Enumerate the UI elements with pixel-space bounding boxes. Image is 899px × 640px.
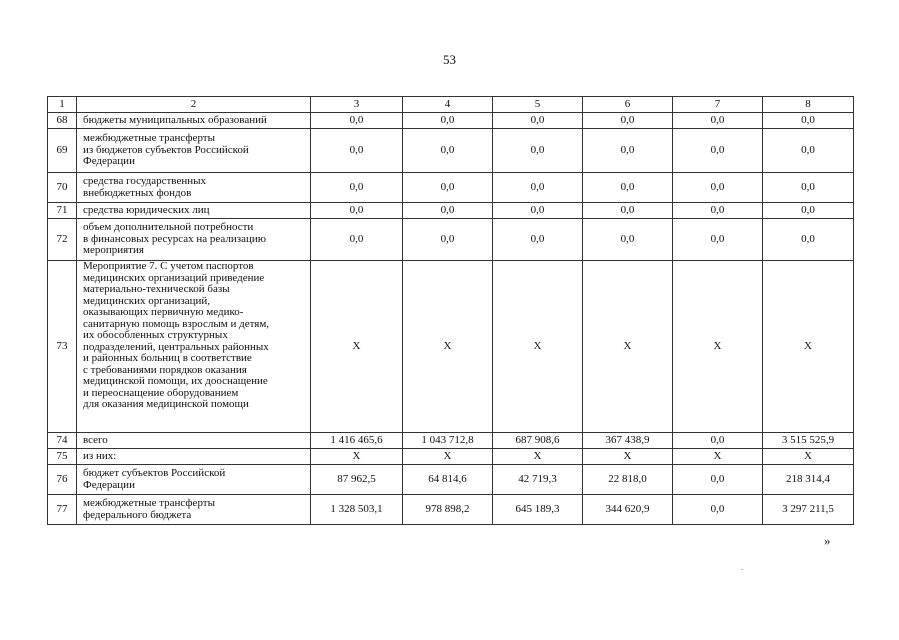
- value-cell: X: [583, 261, 673, 433]
- header-cell: 3: [311, 97, 403, 113]
- value-cell: 367 438,9: [583, 433, 673, 449]
- row-number: 69: [48, 129, 77, 173]
- scan-speck: [741, 569, 743, 570]
- value-cell: 344 620,9: [583, 495, 673, 525]
- value-cell: 978 898,2: [403, 495, 493, 525]
- value-cell: 0,0: [493, 113, 583, 129]
- value-cell: 0,0: [311, 173, 403, 203]
- row-name: межбюджетные трансферты федерального бюджета: [77, 495, 311, 525]
- value-cell: 0,0: [673, 219, 763, 261]
- row-name: бюджеты муниципальных образований: [77, 113, 311, 129]
- header-cell: 8: [763, 97, 854, 113]
- row-number: 74: [48, 433, 77, 449]
- value-cell: X: [311, 261, 403, 433]
- table-row: [48, 129, 854, 173]
- row-name: из них:: [77, 449, 311, 465]
- value-cell: 0,0: [583, 173, 673, 203]
- value-cell: X: [311, 449, 403, 465]
- value-cell: 0,0: [311, 219, 403, 261]
- value-cell: X: [583, 449, 673, 465]
- value-cell: 0,0: [403, 219, 493, 261]
- value-cell: X: [493, 449, 583, 465]
- value-cell: 687 908,6: [493, 433, 583, 449]
- value-cell: 0,0: [403, 129, 493, 173]
- value-cell: 87 962,5: [311, 465, 403, 495]
- table-row: [48, 261, 854, 433]
- value-cell: 64 814,6: [403, 465, 493, 495]
- row-name: бюджет субъектов Российской Федерации: [77, 465, 311, 495]
- value-cell: 42 719,3: [493, 465, 583, 495]
- value-cell: 645 189,3: [493, 495, 583, 525]
- header-cell: 2: [77, 97, 311, 113]
- value-cell: 0,0: [763, 113, 854, 129]
- header-cell: 1: [48, 97, 77, 113]
- value-cell: 0,0: [583, 219, 673, 261]
- value-cell: 0,0: [673, 203, 763, 219]
- table-row: [48, 495, 854, 525]
- table-header-row: [48, 97, 854, 113]
- value-cell: 0,0: [673, 173, 763, 203]
- value-cell: 3 515 525,9: [763, 433, 854, 449]
- table-row: [48, 219, 854, 261]
- value-cell: X: [403, 449, 493, 465]
- value-cell: 0,0: [311, 129, 403, 173]
- value-cell: 1 416 465,6: [311, 433, 403, 449]
- value-cell: 1 328 503,1: [311, 495, 403, 525]
- header-cell: 6: [583, 97, 673, 113]
- row-name: межбюджетные трансферты из бюджетов субъектов Российской Федерации: [77, 129, 311, 173]
- value-cell: X: [673, 261, 763, 433]
- value-cell: 0,0: [493, 129, 583, 173]
- value-cell: 0,0: [763, 219, 854, 261]
- value-cell: 0,0: [673, 465, 763, 495]
- row-number: 71: [48, 203, 77, 219]
- value-cell: 0,0: [673, 129, 763, 173]
- row-name: средства государственных внебюджетных фондов: [77, 173, 311, 203]
- header-cell: 5: [493, 97, 583, 113]
- value-cell: 0,0: [403, 203, 493, 219]
- row-number: 76: [48, 465, 77, 495]
- value-cell: 0,0: [403, 113, 493, 129]
- table-row: [48, 433, 854, 449]
- value-cell: 218 314,4: [763, 465, 854, 495]
- header-cell: 4: [403, 97, 493, 113]
- value-cell: 0,0: [763, 203, 854, 219]
- value-cell: X: [763, 449, 854, 465]
- header-cell: 7: [673, 97, 763, 113]
- value-cell: 0,0: [493, 173, 583, 203]
- value-cell: 0,0: [583, 203, 673, 219]
- row-number: 75: [48, 449, 77, 465]
- value-cell: 0,0: [311, 113, 403, 129]
- value-cell: X: [403, 261, 493, 433]
- table-row: [48, 113, 854, 129]
- row-name: Мероприятие 7. С учетом паспортов медицинских организаций приведение материально-технической базы медицинских организаций, оказывающих первичную медико- санитарную помощь взрослым и детям, их обособленных структурных подразделений, центральных районных и районных больниц в соответствие с требованиями порядков оказания медицинской помощи, их дооснащение и переоснащение оборудованием для оказания медицинской помощи: [77, 261, 311, 433]
- row-number: 68: [48, 113, 77, 129]
- page-number: 53: [443, 52, 456, 67]
- value-cell: X: [493, 261, 583, 433]
- row-number: 72: [48, 219, 77, 261]
- value-cell: 0,0: [763, 129, 854, 173]
- value-cell: 1 043 712,8: [403, 433, 493, 449]
- row-number: 77: [48, 495, 77, 525]
- row-number: 70: [48, 173, 77, 203]
- row-name: объем дополнительной потребности в финансовых ресурсах на реализацию мероприятия: [77, 219, 311, 261]
- row-name: всего: [77, 433, 311, 449]
- table-row: [48, 173, 854, 203]
- value-cell: 0,0: [673, 495, 763, 525]
- value-cell: 3 297 211,5: [763, 495, 854, 525]
- closing-quote-mark: »: [824, 533, 831, 548]
- value-cell: 0,0: [493, 203, 583, 219]
- value-cell: 0,0: [583, 129, 673, 173]
- table-row: [48, 465, 854, 495]
- value-cell: 0,0: [583, 113, 673, 129]
- value-cell: 0,0: [403, 173, 493, 203]
- value-cell: 22 818,0: [583, 465, 673, 495]
- value-cell: 0,0: [311, 203, 403, 219]
- row-number: 73: [48, 261, 77, 433]
- value-cell: 0,0: [763, 173, 854, 203]
- row-name: средства юридических лиц: [77, 203, 311, 219]
- value-cell: 0,0: [673, 433, 763, 449]
- value-cell: 0,0: [673, 113, 763, 129]
- value-cell: X: [763, 261, 854, 433]
- value-cell: 0,0: [493, 219, 583, 261]
- budget-table: [47, 96, 854, 525]
- table-row: [48, 449, 854, 465]
- value-cell: X: [673, 449, 763, 465]
- table-row: [48, 203, 854, 219]
